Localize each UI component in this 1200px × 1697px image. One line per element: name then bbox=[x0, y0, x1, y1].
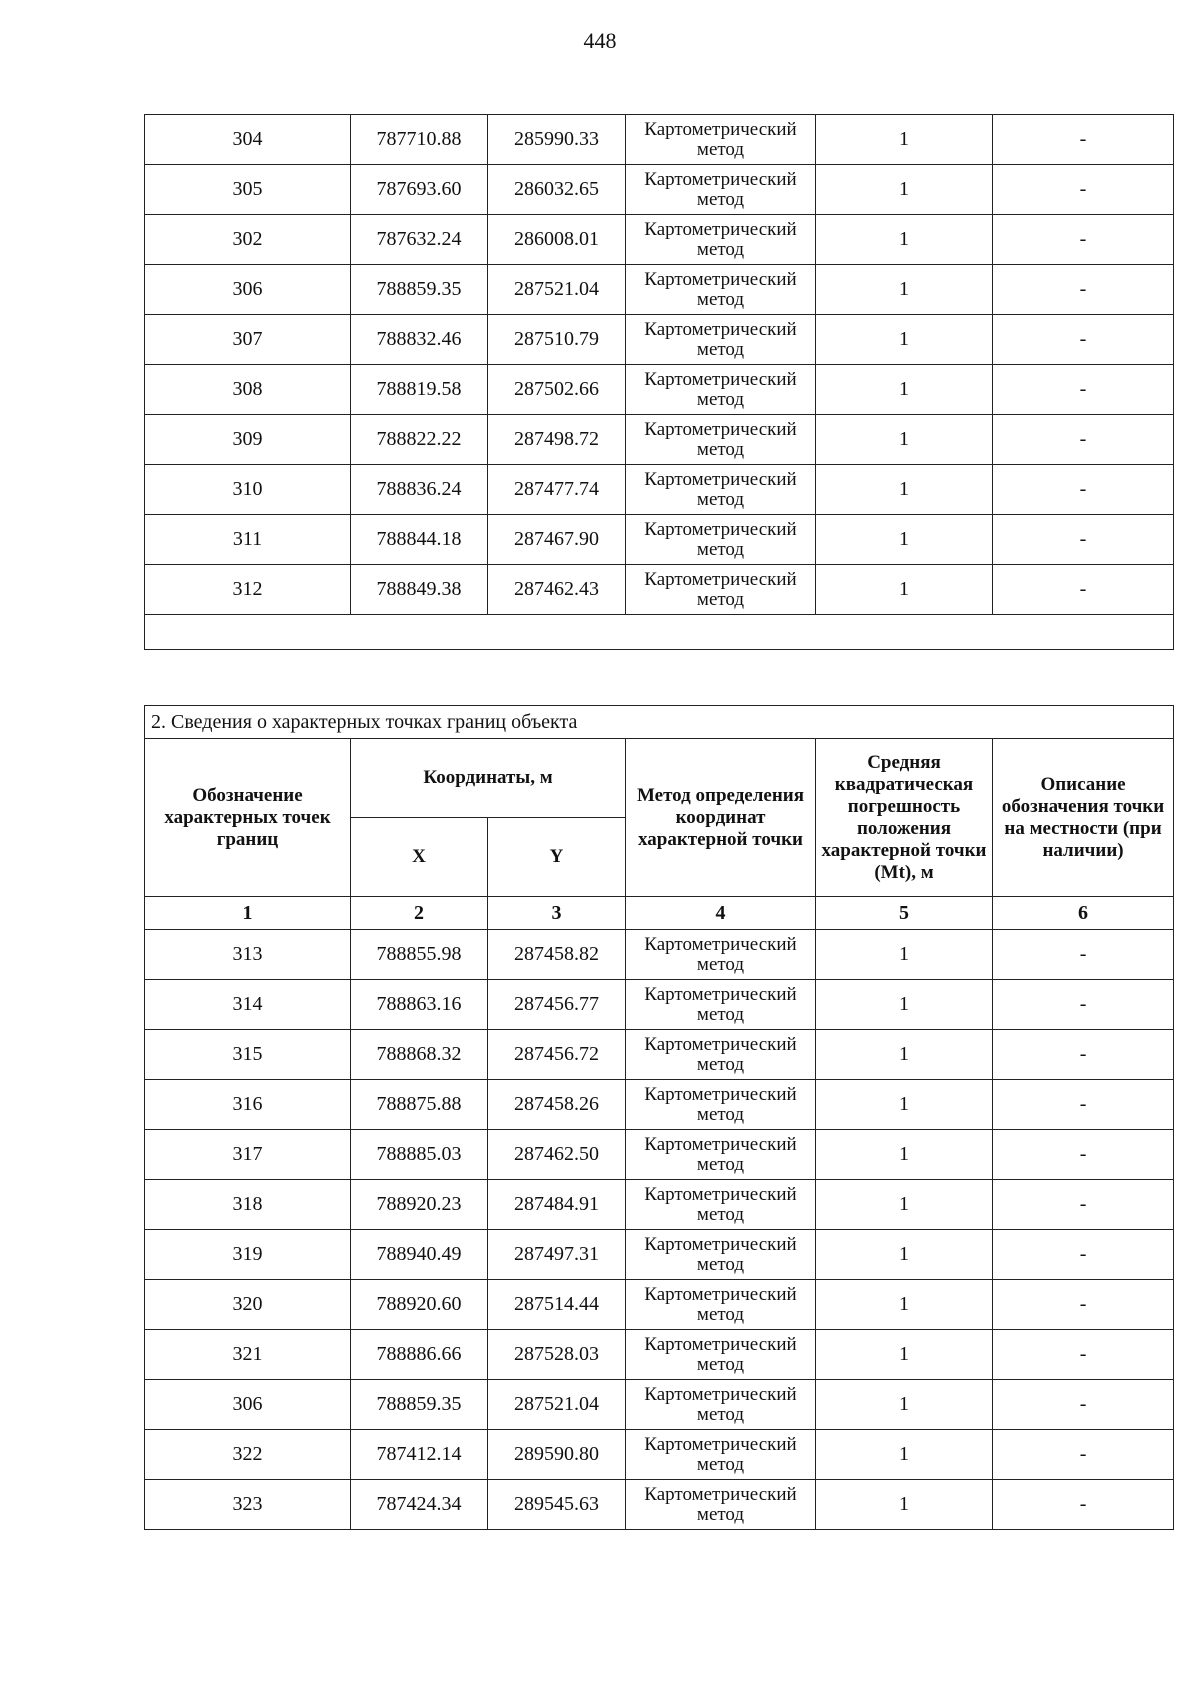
accuracy-cell: 1 bbox=[816, 1180, 993, 1230]
column-number: 3 bbox=[488, 897, 626, 930]
y-coordinate-cell: 287458.26 bbox=[488, 1080, 626, 1130]
empty-row bbox=[145, 615, 1174, 650]
x-coordinate-cell: 788819.58 bbox=[351, 365, 488, 415]
table-row bbox=[145, 1380, 1174, 1430]
description-cell: - bbox=[993, 1180, 1174, 1230]
x-coordinate-cell: 787424.34 bbox=[351, 1480, 488, 1530]
method-cell: Картометрический метод bbox=[626, 1430, 816, 1480]
description-cell: - bbox=[993, 365, 1174, 415]
y-coordinate-cell: 287462.43 bbox=[488, 565, 626, 615]
description-cell: - bbox=[993, 1130, 1174, 1180]
y-coordinate-cell: 287497.31 bbox=[488, 1230, 626, 1280]
description-cell: - bbox=[993, 1430, 1174, 1480]
description-cell: - bbox=[993, 165, 1174, 215]
coordinates-table-continued bbox=[144, 114, 1174, 650]
table-row bbox=[145, 215, 1174, 265]
accuracy-cell: 1 bbox=[816, 1330, 993, 1380]
x-coordinate-cell: 788849.38 bbox=[351, 565, 488, 615]
x-coordinate-cell: 787710.88 bbox=[351, 115, 488, 165]
point-cell: 306 bbox=[145, 1380, 351, 1430]
point-cell: 311 bbox=[145, 515, 351, 565]
accuracy-cell: 1 bbox=[816, 465, 993, 515]
header-method: Метод определения координат характерной точки bbox=[626, 739, 816, 897]
column-number: 5 bbox=[816, 897, 993, 930]
empty-cell bbox=[145, 615, 1174, 650]
method-cell: Картометрический метод bbox=[626, 365, 816, 415]
table-row bbox=[145, 1330, 1174, 1380]
accuracy-cell: 1 bbox=[816, 1130, 993, 1180]
accuracy-cell: 1 bbox=[816, 315, 993, 365]
point-cell: 310 bbox=[145, 465, 351, 515]
page-number: 448 bbox=[583, 28, 617, 53]
point-cell: 307 bbox=[145, 315, 351, 365]
header-designation: Обозначение характерных точек границ bbox=[145, 739, 351, 897]
x-coordinate-cell: 788836.24 bbox=[351, 465, 488, 515]
accuracy-cell: 1 bbox=[816, 265, 993, 315]
point-cell: 320 bbox=[145, 1280, 351, 1330]
description-cell: - bbox=[993, 415, 1174, 465]
method-cell: Картометрический метод bbox=[626, 115, 816, 165]
method-cell: Картометрический метод bbox=[626, 930, 816, 980]
method-cell: Картометрический метод bbox=[626, 315, 816, 365]
description-cell: - bbox=[993, 515, 1174, 565]
y-coordinate-cell: 287456.72 bbox=[488, 1030, 626, 1080]
column-number-row bbox=[145, 897, 1174, 930]
method-cell: Картометрический метод bbox=[626, 1130, 816, 1180]
accuracy-cell: 1 bbox=[816, 930, 993, 980]
method-cell: Картометрический метод bbox=[626, 1230, 816, 1280]
y-coordinate-cell: 287467.90 bbox=[488, 515, 626, 565]
accuracy-cell: 1 bbox=[816, 1080, 993, 1130]
accuracy-cell: 1 bbox=[816, 165, 993, 215]
column-number: 4 bbox=[626, 897, 816, 930]
y-coordinate-cell: 285990.33 bbox=[488, 115, 626, 165]
header-coordinates: Координаты, м bbox=[351, 739, 626, 818]
table-row bbox=[145, 1280, 1174, 1330]
y-coordinate-cell: 287484.91 bbox=[488, 1180, 626, 1230]
x-coordinate-cell: 787693.60 bbox=[351, 165, 488, 215]
table-row bbox=[145, 565, 1174, 615]
point-cell: 312 bbox=[145, 565, 351, 615]
table-row bbox=[145, 1130, 1174, 1180]
x-coordinate-cell: 788940.49 bbox=[351, 1230, 488, 1280]
x-coordinate-cell: 788920.23 bbox=[351, 1180, 488, 1230]
x-coordinate-cell: 788832.46 bbox=[351, 315, 488, 365]
x-coordinate-cell: 788863.16 bbox=[351, 980, 488, 1030]
description-cell: - bbox=[993, 1080, 1174, 1130]
y-coordinate-cell: 287514.44 bbox=[488, 1280, 626, 1330]
y-coordinate-cell: 286032.65 bbox=[488, 165, 626, 215]
point-cell: 323 bbox=[145, 1480, 351, 1530]
header-accuracy: Средняя квадратическая погрешность положения характерной точки (Mt), м bbox=[816, 739, 993, 897]
y-coordinate-cell: 287458.82 bbox=[488, 930, 626, 980]
table-row bbox=[145, 1030, 1174, 1080]
y-coordinate-cell: 287510.79 bbox=[488, 315, 626, 365]
method-cell: Картометрический метод bbox=[626, 1330, 816, 1380]
column-number: 1 bbox=[145, 897, 351, 930]
accuracy-cell: 1 bbox=[816, 565, 993, 615]
description-cell: - bbox=[993, 265, 1174, 315]
method-cell: Картометрический метод bbox=[626, 265, 816, 315]
point-cell: 309 bbox=[145, 415, 351, 465]
accuracy-cell: 1 bbox=[816, 415, 993, 465]
table-row bbox=[145, 465, 1174, 515]
table-row bbox=[145, 415, 1174, 465]
column-number: 2 bbox=[351, 897, 488, 930]
y-coordinate-cell: 286008.01 bbox=[488, 215, 626, 265]
x-coordinate-cell: 788822.22 bbox=[351, 415, 488, 465]
y-coordinate-cell: 287456.77 bbox=[488, 980, 626, 1030]
description-cell: - bbox=[993, 1330, 1174, 1380]
point-cell: 315 bbox=[145, 1030, 351, 1080]
point-cell: 319 bbox=[145, 1230, 351, 1280]
accuracy-cell: 1 bbox=[816, 1480, 993, 1530]
header-y: Y bbox=[488, 818, 626, 897]
point-cell: 321 bbox=[145, 1330, 351, 1380]
y-coordinate-cell: 289590.80 bbox=[488, 1430, 626, 1480]
table-row bbox=[145, 515, 1174, 565]
x-coordinate-cell: 788868.32 bbox=[351, 1030, 488, 1080]
accuracy-cell: 1 bbox=[816, 215, 993, 265]
header-description: Описание обозначения точки на местности (при наличии) bbox=[993, 739, 1174, 897]
point-cell: 322 bbox=[145, 1430, 351, 1480]
method-cell: Картометрический метод bbox=[626, 465, 816, 515]
y-coordinate-cell: 287498.72 bbox=[488, 415, 626, 465]
point-cell: 305 bbox=[145, 165, 351, 215]
point-cell: 302 bbox=[145, 215, 351, 265]
x-coordinate-cell: 788875.88 bbox=[351, 1080, 488, 1130]
point-cell: 317 bbox=[145, 1130, 351, 1180]
table-caption: 2. Сведения о характерных точках границ объекта bbox=[145, 706, 1174, 739]
x-coordinate-cell: 788859.35 bbox=[351, 265, 488, 315]
method-cell: Картометрический метод bbox=[626, 1380, 816, 1430]
point-cell: 304 bbox=[145, 115, 351, 165]
description-cell: - bbox=[993, 565, 1174, 615]
table-row bbox=[145, 165, 1174, 215]
table-row bbox=[145, 115, 1174, 165]
accuracy-cell: 1 bbox=[816, 365, 993, 415]
method-cell: Картометрический метод bbox=[626, 515, 816, 565]
column-number: 6 bbox=[993, 897, 1174, 930]
boundary-points-table bbox=[144, 705, 1174, 1530]
method-cell: Картометрический метод bbox=[626, 565, 816, 615]
method-cell: Картометрический метод bbox=[626, 1480, 816, 1530]
method-cell: Картометрический метод bbox=[626, 1080, 816, 1130]
y-coordinate-cell: 287477.74 bbox=[488, 465, 626, 515]
table-row bbox=[145, 1080, 1174, 1130]
y-coordinate-cell: 287521.04 bbox=[488, 265, 626, 315]
accuracy-cell: 1 bbox=[816, 515, 993, 565]
point-cell: 316 bbox=[145, 1080, 351, 1130]
accuracy-cell: 1 bbox=[816, 1280, 993, 1330]
table-body bbox=[145, 930, 1174, 1530]
description-cell: - bbox=[993, 1230, 1174, 1280]
table-row bbox=[145, 315, 1174, 365]
x-coordinate-cell: 788920.60 bbox=[351, 1280, 488, 1330]
method-cell: Картометрический метод bbox=[626, 1030, 816, 1080]
point-cell: 306 bbox=[145, 265, 351, 315]
y-coordinate-cell: 287502.66 bbox=[488, 365, 626, 415]
table-row bbox=[145, 930, 1174, 980]
accuracy-cell: 1 bbox=[816, 1030, 993, 1080]
method-cell: Картометрический метод bbox=[626, 980, 816, 1030]
x-coordinate-cell: 787412.14 bbox=[351, 1430, 488, 1480]
table-row bbox=[145, 1180, 1174, 1230]
method-cell: Картометрический метод bbox=[626, 1180, 816, 1230]
accuracy-cell: 1 bbox=[816, 1430, 993, 1480]
description-cell: - bbox=[993, 1280, 1174, 1330]
point-cell: 308 bbox=[145, 365, 351, 415]
x-coordinate-cell: 788886.66 bbox=[351, 1330, 488, 1380]
point-cell: 318 bbox=[145, 1180, 351, 1230]
accuracy-cell: 1 bbox=[816, 115, 993, 165]
table-row bbox=[145, 1230, 1174, 1280]
y-coordinate-cell: 287521.04 bbox=[488, 1380, 626, 1430]
accuracy-cell: 1 bbox=[816, 1380, 993, 1430]
table-body bbox=[145, 115, 1174, 615]
description-cell: - bbox=[993, 315, 1174, 365]
table-row bbox=[145, 1480, 1174, 1530]
description-cell: - bbox=[993, 1380, 1174, 1430]
point-cell: 313 bbox=[145, 930, 351, 980]
description-cell: - bbox=[993, 1030, 1174, 1080]
method-cell: Картометрический метод bbox=[626, 1280, 816, 1330]
method-cell: Картометрический метод bbox=[626, 415, 816, 465]
x-coordinate-cell: 788855.98 bbox=[351, 930, 488, 980]
description-cell: - bbox=[993, 980, 1174, 1030]
header-x: X bbox=[351, 818, 488, 897]
method-cell: Картометрический метод bbox=[626, 165, 816, 215]
y-coordinate-cell: 289545.63 bbox=[488, 1480, 626, 1530]
table-row bbox=[145, 365, 1174, 415]
y-coordinate-cell: 287462.50 bbox=[488, 1130, 626, 1180]
accuracy-cell: 1 bbox=[816, 980, 993, 1030]
accuracy-cell: 1 bbox=[816, 1230, 993, 1280]
description-cell: - bbox=[993, 1480, 1174, 1530]
table-row bbox=[145, 1430, 1174, 1480]
point-cell: 314 bbox=[145, 980, 351, 1030]
method-cell: Картометрический метод bbox=[626, 215, 816, 265]
x-coordinate-cell: 787632.24 bbox=[351, 215, 488, 265]
description-cell: - bbox=[993, 930, 1174, 980]
description-cell: - bbox=[993, 215, 1174, 265]
table-row bbox=[145, 265, 1174, 315]
x-coordinate-cell: 788859.35 bbox=[351, 1380, 488, 1430]
table-row bbox=[145, 980, 1174, 1030]
y-coordinate-cell: 287528.03 bbox=[488, 1330, 626, 1380]
x-coordinate-cell: 788844.18 bbox=[351, 515, 488, 565]
description-cell: - bbox=[993, 115, 1174, 165]
description-cell: - bbox=[993, 465, 1174, 515]
x-coordinate-cell: 788885.03 bbox=[351, 1130, 488, 1180]
